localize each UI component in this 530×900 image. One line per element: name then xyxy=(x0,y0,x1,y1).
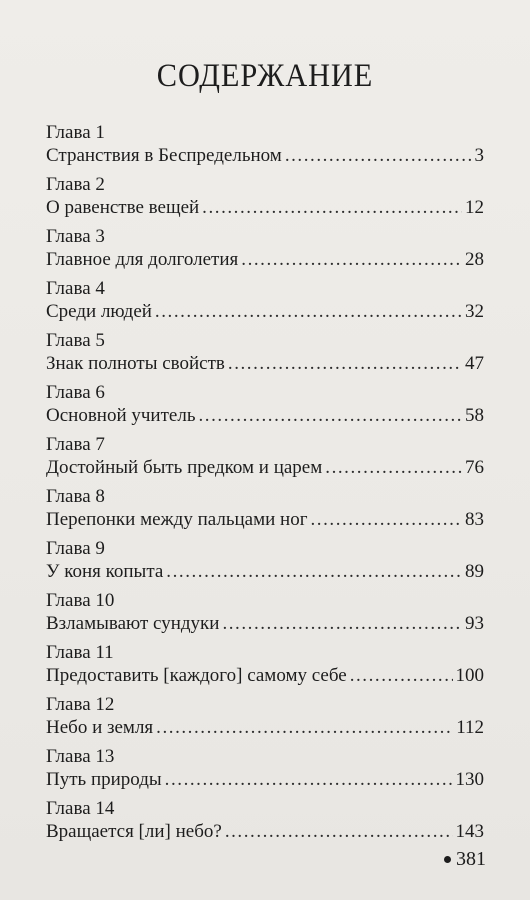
chapter-number: Глава 11 xyxy=(46,642,114,663)
toc-entry xyxy=(46,434,484,486)
chapter-number: Глава 3 xyxy=(46,226,105,247)
dot-leader xyxy=(225,820,453,844)
toc-entry xyxy=(46,122,484,174)
page-number: 130 xyxy=(455,769,484,790)
page-number: 3 xyxy=(474,145,484,166)
chapter-title: Небо и земля xyxy=(46,717,154,738)
chapter-title: Предоставить [каждого] самому себе xyxy=(46,665,347,686)
dot-leader xyxy=(155,300,462,324)
chapter-number: Глава 8 xyxy=(46,486,105,507)
page-number: 93 xyxy=(465,613,484,634)
dot-leader xyxy=(311,508,463,532)
toc-line xyxy=(46,768,484,792)
toc-entry xyxy=(46,278,484,330)
chapter-title: Перепонки между пальцами ног xyxy=(46,509,308,530)
page-number: 89 xyxy=(465,561,484,582)
toc-entry xyxy=(46,382,484,434)
folio-number: 381 xyxy=(456,848,486,870)
toc-line xyxy=(46,560,484,584)
toc-entry xyxy=(46,746,484,798)
chapter-title: Главное для долголетия xyxy=(46,249,239,270)
toc-entry xyxy=(46,642,484,694)
toc-line xyxy=(46,248,484,272)
toc-entry xyxy=(46,486,484,538)
toc-line xyxy=(46,300,484,324)
chapter-title: Основной учитель xyxy=(46,405,196,426)
chapter-number: Глава 4 xyxy=(46,278,105,299)
toc-entry xyxy=(46,174,484,226)
chapter-number: Глава 5 xyxy=(46,330,105,351)
dot-leader xyxy=(202,196,462,220)
page-number: 76 xyxy=(465,457,484,478)
dot-leader xyxy=(222,612,462,636)
table-of-contents xyxy=(46,122,484,850)
page-number: 47 xyxy=(465,353,484,374)
toc-line xyxy=(46,716,484,740)
bullet-icon xyxy=(444,856,451,863)
chapter-title: Странствия в Беспредельном xyxy=(46,145,282,166)
chapter-title: У коня копыта xyxy=(46,561,164,582)
chapter-title: Среди людей xyxy=(46,301,152,322)
dot-leader xyxy=(285,144,472,168)
toc-line xyxy=(46,456,484,480)
chapter-title: Знак полноты свойств xyxy=(46,353,225,374)
toc-line xyxy=(46,612,484,636)
dot-leader xyxy=(199,404,463,428)
chapter-number: Глава 9 xyxy=(46,538,105,559)
toc-line xyxy=(46,352,484,376)
chapter-title: Достойный быть предком и царем xyxy=(46,457,323,478)
chapter-title: Путь природы xyxy=(46,769,162,790)
dot-leader xyxy=(165,768,453,792)
toc-line xyxy=(46,144,484,168)
page-number: 112 xyxy=(456,717,484,738)
page-number: 32 xyxy=(465,301,484,322)
chapter-number: Глава 13 xyxy=(46,746,115,767)
toc-entry xyxy=(46,590,484,642)
chapter-title: Вращается [ли] небо? xyxy=(46,821,222,842)
chapter-number: Глава 12 xyxy=(46,694,115,715)
toc-entry xyxy=(46,330,484,382)
chapter-number: Глава 7 xyxy=(46,434,105,455)
page-number: 100 xyxy=(455,665,484,686)
chapter-number: Глава 1 xyxy=(46,122,105,143)
toc-line xyxy=(46,404,484,428)
chapter-title: О равенстве вещей xyxy=(46,197,200,218)
toc-entry xyxy=(46,226,484,278)
dot-leader xyxy=(156,716,453,740)
page-number: 58 xyxy=(465,405,484,426)
dot-leader xyxy=(166,560,462,584)
chapter-number: Глава 2 xyxy=(46,174,105,195)
toc-entry xyxy=(46,538,484,590)
page-number: 12 xyxy=(465,197,484,218)
toc-line xyxy=(46,820,484,844)
chapter-title: Взламывают сундуки xyxy=(46,613,220,634)
folio xyxy=(444,848,486,871)
page-title: СОДЕРЖАНИЕ xyxy=(156,58,374,94)
chapter-number: Глава 6 xyxy=(46,382,105,403)
toc-line xyxy=(46,664,484,688)
toc-line xyxy=(46,196,484,220)
dot-leader xyxy=(350,664,453,688)
toc-entry xyxy=(46,694,484,746)
toc-line xyxy=(46,508,484,532)
chapter-number: Глава 14 xyxy=(46,798,115,819)
page-number: 83 xyxy=(465,509,484,530)
dot-leader xyxy=(325,456,462,480)
chapter-number: Глава 10 xyxy=(46,590,115,611)
dot-leader xyxy=(241,248,462,272)
page-number: 28 xyxy=(465,249,484,270)
toc-entry xyxy=(46,798,484,850)
dot-leader xyxy=(228,352,462,376)
page-number: 143 xyxy=(455,821,484,842)
